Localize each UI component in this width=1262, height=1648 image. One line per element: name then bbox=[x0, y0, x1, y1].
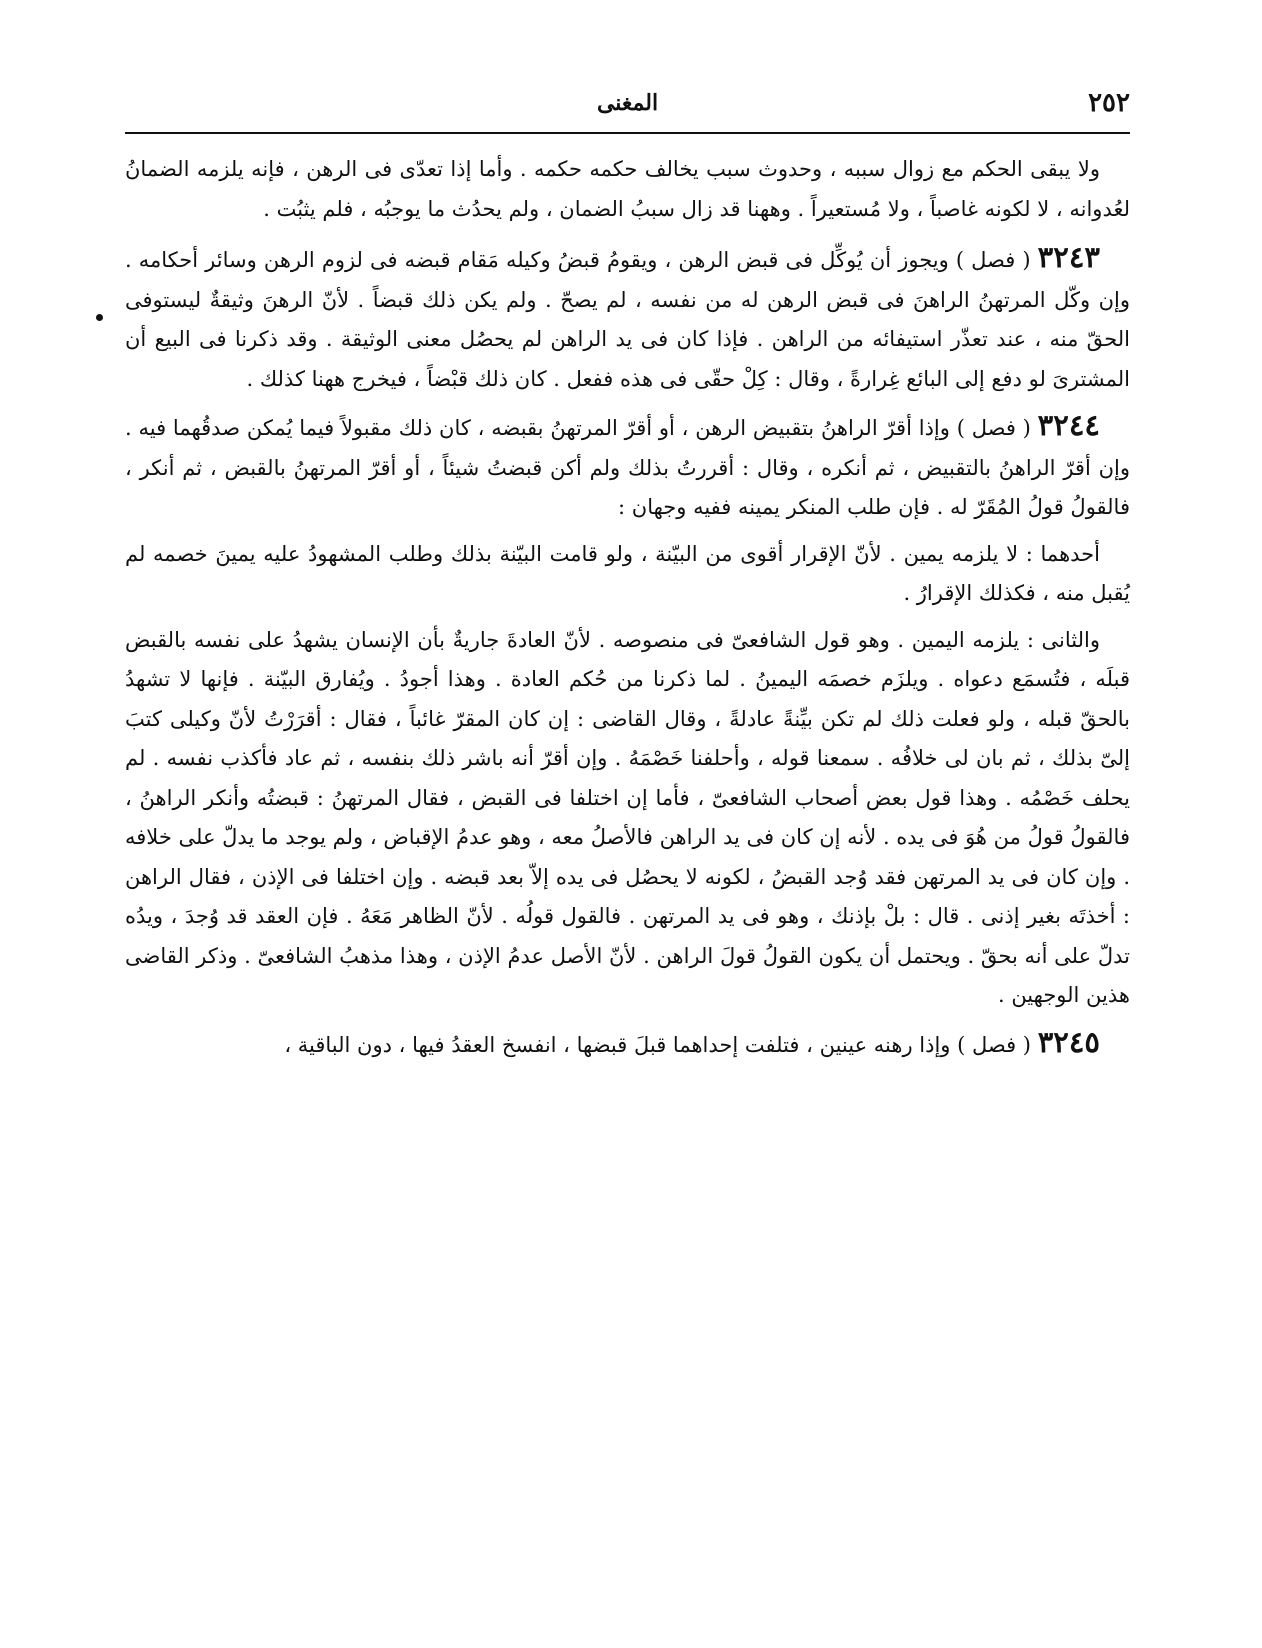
section-number: ٣٢٤٣ bbox=[1037, 240, 1100, 274]
page-number: ٢٥٢ bbox=[1088, 88, 1130, 118]
running-title: المغنى bbox=[596, 90, 659, 116]
page-header bbox=[125, 86, 1130, 134]
paragraph: ولا يبقى الحكم مع زوال سببه ، وحدوث سبب يخالف حكمه حكمه . وأما إذا تعدّى فى الرهن ، فإنه يلزمه الضمانُ لعُدوانه ، لا لكونه غاصباً ، ولا مُستعيراً . وههنا قد زال سببُ الضمان ، ولم يحدُث ما يوجبُه ، فلم يثبُت . bbox=[125, 157, 1130, 221]
paragraph-text: ( فصل ) وإذا رهنه عينين ، فتلفت إحداهما قبلَ قبضها ، انفسخ العقدُ فيها ، دون الباقية ، bbox=[284, 1032, 1031, 1057]
paragraph-section-3245 bbox=[125, 1023, 1130, 1066]
paragraph-section-3243 bbox=[125, 238, 1130, 399]
section-number: ٣٢٤٥ bbox=[1037, 1024, 1100, 1059]
paragraph: أحدهما : لا يلزمه يمين . لأنّ الإقرار أقوى من البيّنة ، ولو قامت البيّنة بذلك وطلب المشهودُ عليه يمينَ خصمه لم يُقبل منه ، فكذلك الإقرارُ . bbox=[125, 541, 1130, 605]
paragraph-text: ( فصل ) وإذا أقرّ الراهنُ بتقبيض الرهن ، أو أقرّ المرتهنُ بقبضه ، كان ذلك مقبولاً فيما يُمكن صدقُهما فيه . وإن أقرّ الراهنُ بالتقبيض ، ثم أنكره ، وقال : أقررتُ بذلك ولم أكن قبضتُ شيئاً ، أو أقرّ المرتهنُ بالقبض ، ثم أنكر ، فالقولُ قولُ المُقَرّ له . فإن طلب المنكر يمينه ففيه وجهان : bbox=[125, 416, 1130, 519]
paragraph: والثانى : يلزمه اليمين . وهو قول الشافعىّ فى منصوصه . لأنّ العادةَ جاريةٌ بأن الإنسان يشهدُ على نفسه بالقبض قبلَه ، فتُسمَع دعواه . ويلزَم خصمَه اليمينُ . لما ذكرنا من حُكم العادة . وهذا أجودُ . ويُفارق البيّنة . فإنها لا تشهدُ بالحقّ قبله ، ولو فعلت ذلك لم تكن بيِّنةً عادلةً ، وقال القاضى : إن كان المقرّ غائباً ، فقال : أقرَرْتُ لأنّ وكيلى كتبَ إلىّ بذلك ، ثم بان لى خلافُه . سمعنا قوله ، وأحلفنا خَصْمَهُ . وإن أقرّ أنه باشر ذلك بنفسه ، ثم عاد فأكذب نفسه . لم يحلف خَصْمُه . وهذا قول بعض أصحاب الشافعىّ ، فأما إن اختلفا فى القبض ، فقال المرتهنُ : قبضتُه وأنكر الراهنُ ، فالقولُ قولُ من هُوَ فى يده . لأنه إن كان فى يد الراهن فالأصلُ معه ، وهو عدمُ الإقباض ، ولم يوجد ما يدلّ على خلافه . وإن كان فى يد المرتهن فقد وُجد القبضُ ، لكونه لا يحصُل فى يده إلاّ بعد قبضه . وإن اختلفا فى الإذن ، فقال الراهن : أخذتَه بغير إذنى . قال : بلْ بإذنك ، وهو فى يد المرتهن . فالقول قولُه . لأنّ الظاهر مَعَهُ . فإن العقد قد وُجدَ ، ويدُه تدلّ على أنه بحقّ . ويحتمل أن يكون القولُ قولَ الراهن . لأنّ الأصل عدمُ الإذن ، وهذا مذهبُ الشافعىّ . وذكر القاضى هذين الوجهين . bbox=[125, 627, 1130, 1007]
margin-mark bbox=[96, 314, 103, 321]
paragraph-section-3244 bbox=[125, 406, 1130, 528]
paragraph-text: ( فصل ) ويجوز أن يُوكِّل فى قبض الرهن ، ويقومُ قبضُ وكيله مَقام قبضه فى لزوم الرهن وسائر أحكامه . وإن وكّل المرتهنُ الراهنَ فى قبض الرهن له من نفسه ، لم يصحّ . ولم يكن ذلك قبضاً . لأنّ الرهنَ وثيقةٌ ليستوفى الحقّ منه ، عند تعذّر استيفائه من الراهن . فإذا كان فى يد الراهن لم يحصُل معنى الوثيقة . وقد ذكرنا فى البيع أن المشترىَ لو دفع إلى البائع غِرارةً ، وقال : كِلْ حقّى فى هذه ففعل . كان ذلك قبْضاً ، فيخرج ههنا كذلك . bbox=[125, 248, 1130, 391]
page-body bbox=[125, 150, 1130, 1065]
section-number: ٣٢٤٤ bbox=[1037, 408, 1100, 442]
